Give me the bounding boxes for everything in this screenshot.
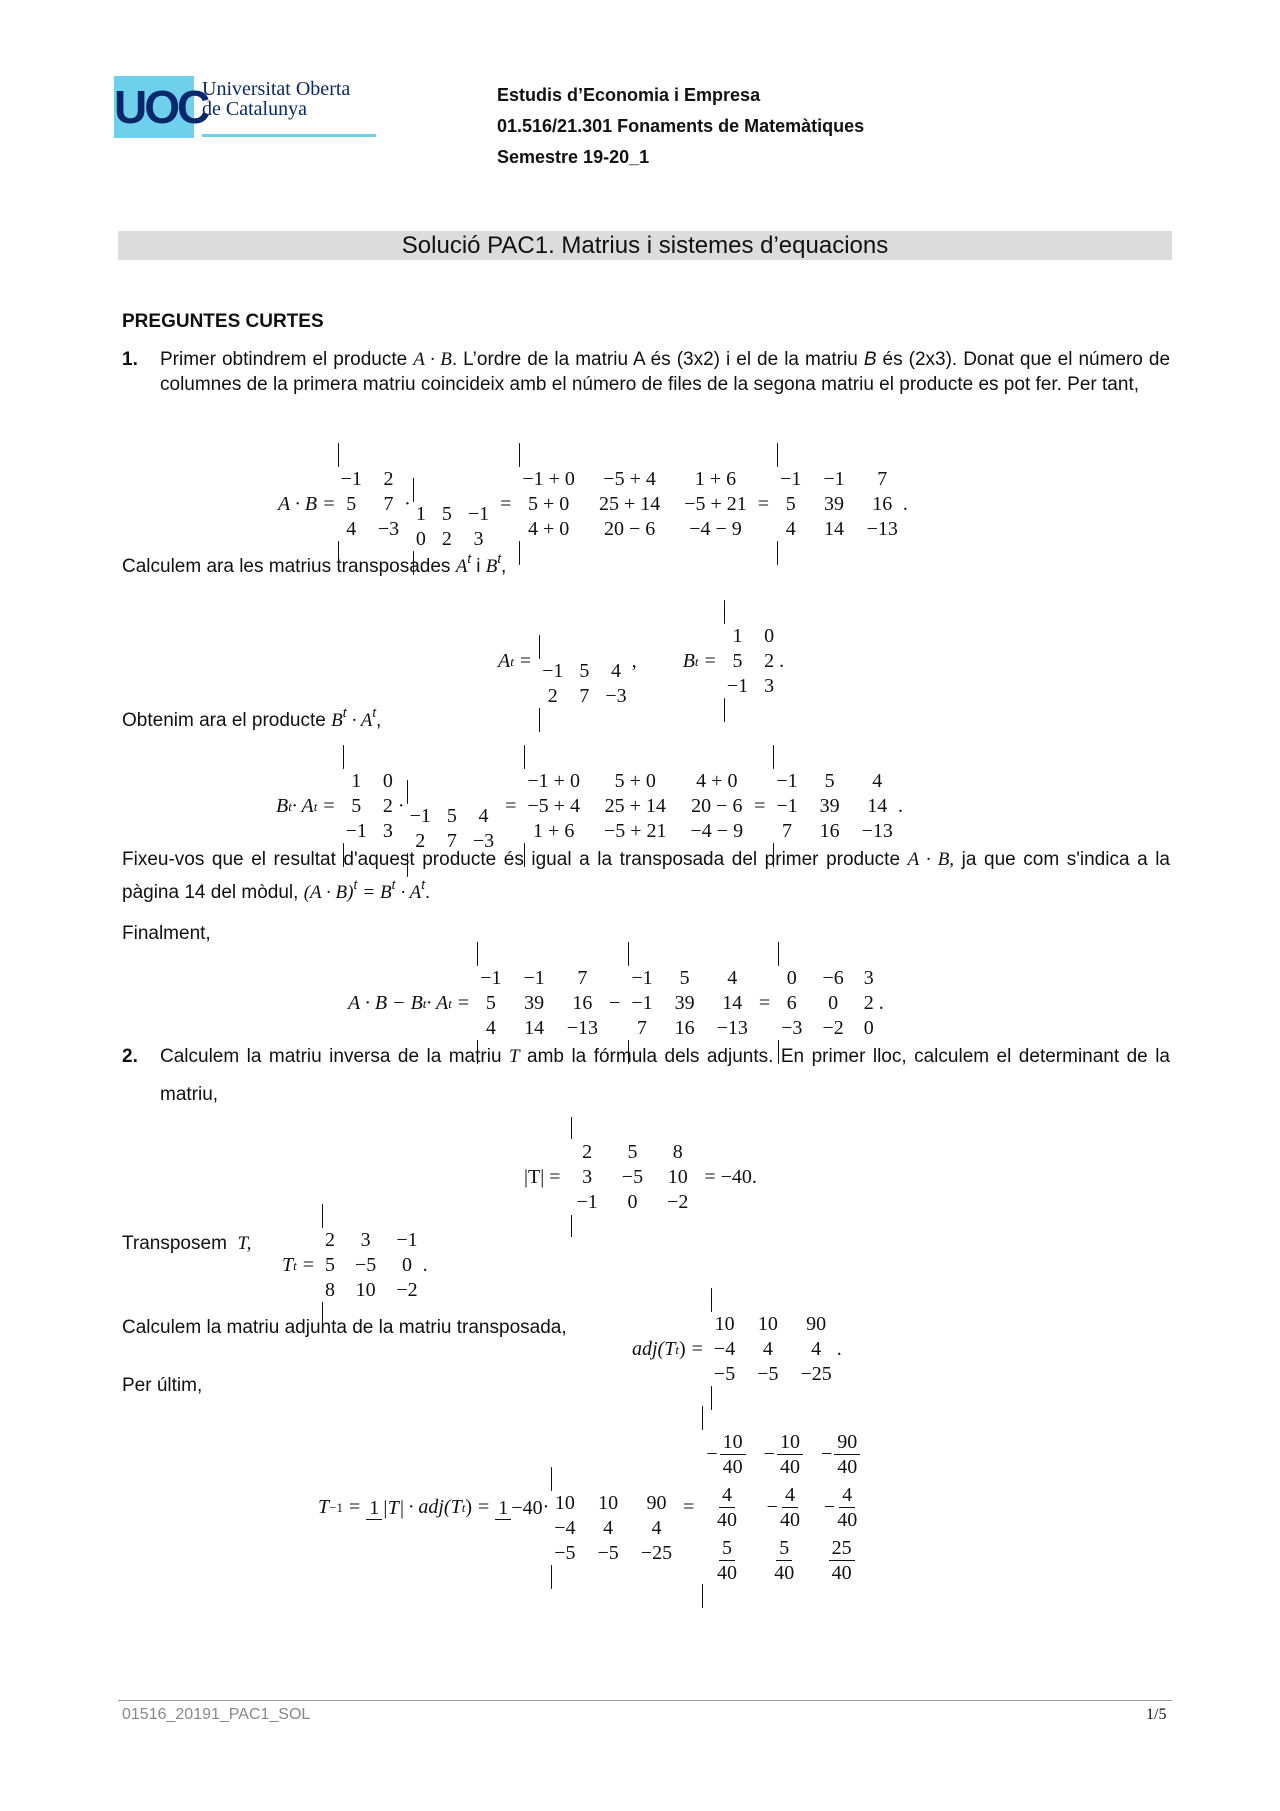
q2-paragraph: Calculem la matriu inversa de la matriu T amb la fórmula dels adjunts. En primer lloc, calculem el determinant de la matriu, — [160, 1046, 1170, 1105]
inverse-entry: − $\frac{90}{40}$ — [821, 1430, 860, 1479]
inverse-entry: $\frac{25}{40}$ — [821, 1536, 860, 1585]
equation-tt: T t = 2 3 −1 5 −5 0 8 10 −2 . — [282, 1205, 428, 1326]
inverse-entry: $\frac{5}{40}$ — [717, 1537, 738, 1584]
equation-determinant: |T| = 2 5 8 3 −5 10 −1 0 −2 = −40. — [524, 1117, 757, 1238]
matrix-b: 1 5 −1 0 2 3 — [413, 479, 492, 531]
footer-document-code: 01516_20191_PAC1_SOL — [122, 1706, 311, 1723]
logo-underline — [202, 134, 376, 137]
q1-number: 1. — [122, 349, 138, 370]
section-heading: PREGUNTES CURTES — [122, 311, 324, 332]
header-course: 01.516/21.301 Fonaments de Matemàtiques — [497, 116, 865, 136]
determinant-t: 2 5 8 3 −5 10 −1 0 −2 — [571, 1117, 695, 1238]
uoc-logo — [114, 76, 376, 140]
matrix-adjugate: 10 10 90 −4 4 4 −5 −5 −25 — [711, 1289, 835, 1410]
matrix-tt: 2 3 −1 5 −5 0 8 10 −2 — [322, 1205, 421, 1326]
matrix-difference: 0 −6 3 6 0 2 −3 −2 0 — [778, 943, 877, 1064]
q2-number: 2. — [122, 1046, 138, 1067]
logo-text-1: Universitat Oberta — [202, 78, 351, 100]
footer-divider — [118, 1700, 1172, 1701]
inverse-entry: $\frac{5}{40}$ — [774, 1537, 795, 1584]
inverse-entry: − $\frac{4}{40}$ — [823, 1484, 858, 1531]
logo-text-2: de Catalunya — [202, 98, 307, 120]
inverse-entry: − $\frac{10}{40}$ — [764, 1430, 803, 1479]
matrix-inverse — [702, 1407, 864, 1608]
equation-ab: A · B = −1 2 5 7 4 −3 · 1 5 −1 0 2 3 = −1 + 0 −5 + 4 1 + 6 5 + 0 25 + 14 −5 + 21 4 + 0 20 − 6 −4 − 9 = −1 −1 7 5 39 16 4 14 −13 . — [278, 444, 908, 565]
inverse-entry: − $\frac{10}{40}$ — [706, 1430, 745, 1479]
q2-transpose-text: Transposem T, — [122, 1233, 252, 1254]
matrix-ab-result: −1 −1 7 5 39 16 4 14 −13 — [777, 444, 901, 565]
q1-note-text: Fixeu-vos que el resultat d'aquest producte és igual a la transposada del primer producte A · B, ja que com s'indica a la pàgina 14 del mòdul, $(A \cdot B)^t = B^t \cdot A^t$. — [122, 849, 1171, 903]
equation-transposes: A t = −1 5 4 2 7 −3 , B t = 1 0 5 2 −1 3 . — [498, 601, 784, 722]
footer-page-number: 1/5 — [1146, 1706, 1167, 1723]
header-faculty: Estudis d’Economia i Empresa — [497, 85, 761, 105]
equation-adjugate: adj(T t ) = 10 10 90 −4 4 4 −5 −5 −25 . — [632, 1289, 842, 1410]
q1-paragraph: Primer obtindrem el producte A · B. L’ordre de la matriu A és (3x2) i el de la matriu B és (2x3). Donat que el número de columnes de la primera matriu coincideix amb el número de files de la segona matriu el producte es pot fer. Per tant, — [160, 349, 1171, 395]
q2-adjugate-text: Calculem la matriu adjunta de la matriu transposada, — [122, 1317, 567, 1338]
page-title: Solució PAC1. Matrius i sistemes d’equacions — [118, 231, 1172, 260]
header-semester: Semestre 19-20_1 — [497, 147, 650, 167]
matrix-btat-result: −1 5 4 −1 39 14 7 16 −13 — [773, 746, 896, 867]
q2-lastly-text: Per últim, — [122, 1375, 203, 1396]
equation-difference: A · B − B t · A t = −1 −1 7 5 39 16 4 14 −13 − −1 5 4 −1 39 14 7 16 −13 = 0 −6 3 6 0 2 −3 −2 0 . — [348, 943, 884, 1064]
matrix-btat-expanded: −1 + 0 5 + 0 4 + 0 −5 + 4 25 + 14 20 − 6 1 + 6 −5 + 21 −4 − 9 — [524, 746, 746, 867]
matrix-a: −1 2 5 7 4 −3 — [338, 444, 403, 565]
q1-product-text: Obtenim ara el producte $B^t \cdot A^t$, — [122, 705, 382, 731]
equation-inverse: T −1 = 1 |T| · adj(T t ) = 1 −40 · 10 10 90 −4 4 4 −5 −5 −25 = − $\frac{10}{40}$ − $\frac{10}{40}$ − $\frac{90}{40}$ $\frac{4}{40}$ − $\frac{4}{40}$ − $\frac{4}{40}$ $\frac{5}{40}$ $\frac{5}{40}$ $\frac{25}{40}$ — [318, 1407, 866, 1608]
inverse-entry: − $\frac{4}{40}$ — [766, 1484, 800, 1531]
q1-transposes-text: Calculem ara les matrius transposades $A^t$ i $B^t$, — [122, 551, 507, 577]
q1-finally-text: Finalment, — [122, 923, 211, 944]
inverse-entry: $\frac{4}{40}$ — [717, 1484, 738, 1531]
matrix-at: −1 5 4 2 7 −3 — [539, 636, 630, 688]
matrix-ab-expanded: −1 + 0 −5 + 4 1 + 6 5 + 0 25 + 14 −5 + 21 4 + 0 20 − 6 −4 − 9 — [519, 444, 749, 565]
logo-mark: UOC — [114, 76, 194, 138]
equation-btat: B t · A t = 1 0 5 2 −1 3 · −1 5 4 2 7 −3 = −1 + 0 5 + 0 4 + 0 −5 + 4 25 + 14 20 − 6 1 + 6 −5 + 21 −4 − 9 = −1 5 4 −1 39 14 7 16 −13 . — [276, 746, 903, 867]
matrix-bt: 1 0 5 2 −1 3 — [724, 601, 777, 722]
